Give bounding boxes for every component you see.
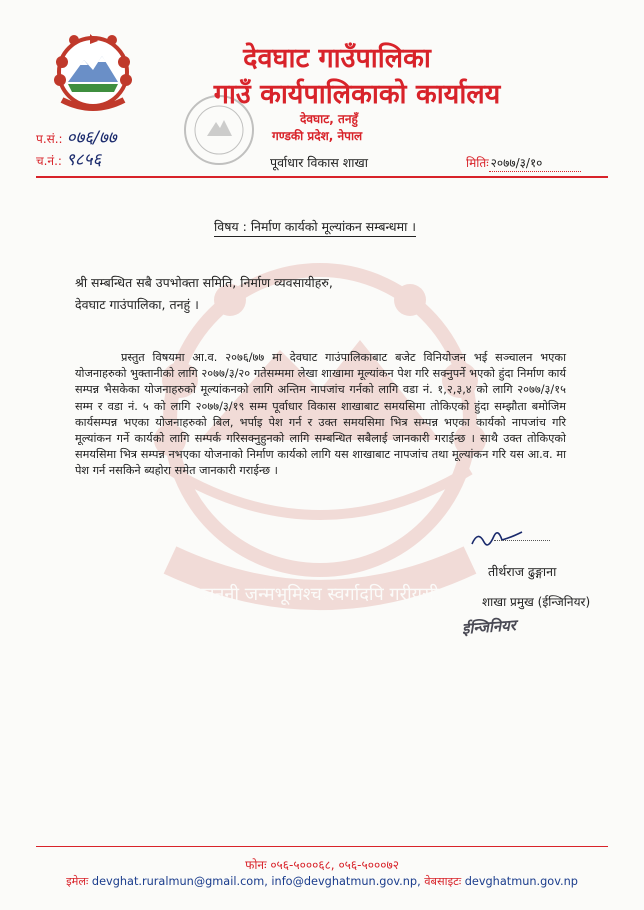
footer-divider	[36, 846, 608, 847]
footer-contact	[0, 874, 644, 889]
branch-name: पूर्वाधार विकास शाखा	[270, 155, 368, 170]
letter-date	[466, 154, 581, 172]
website-address: devghatmun.gov.np	[464, 875, 578, 888]
dispatch-label: च.नं.:	[36, 154, 62, 168]
signature-line	[494, 540, 550, 541]
reference-number	[36, 125, 117, 148]
address-district: देवघाट, तनहुँ	[300, 112, 358, 126]
email-addresses: devghat.ruralmun@gmail.com, info@devghatmun.gov.np,	[91, 875, 421, 888]
letter-body: प्रस्तुत विषयमा आ.व. २०७६/७७ मा देवघाट गाउंपालिकाबाट बजेट विनियोजन भई सञ्चालन भएका योजनाहरुको भुक्तानीको लागि २०७७/३/२० गतेसम्ममा लेखा शाखामा मूल्यांकन पेश गरि सक्नुपर्ने भएको हुंदा निर्माण कार्य सम्पन्न भैसकेका योजनाहरुको मूल्यांकनको लागि अन्तिम नापजांच गर्नको लागि वडा नं. १,२,३,४ को लागि २०७७/३/१५ सम्म र वडा नं. ५ को लागि २०७७/३/१९ सम्म पूर्वाधार विकास शाखाबाट समयसिमा तोकिएको हुंदा सम्झौता बमोजिम कार्यसम्पन्न भएका योजनाहरुको बिल, भर्पाइ पेश गर्न र उक्त समयसिमा भित्र सम्पन्न भएका कार्यको नापजांच गरि मूल्यांकन गर्ने कार्यको लागि सम्पर्क गरिसक्नुहुनको लागि सम्बन्धित सबैलाई जानकारी गराईन्छ । साथै उक्त तोकिएको समयसिमा भित्र सम्पन्न नभएका योजनाको निर्माण कार्यको लागि यस शाखाबाट नापजांच तथा मूल्यांकन गरि यस आ.व. मा पेश गर्न नसकिने ब्यहोरा समेत जानकारी गराईन्छ ।	[75, 351, 566, 478]
engineer-stamp: ईन्जिनियर	[461, 616, 517, 638]
dispatch-value: ९८५६	[65, 150, 102, 170]
recipient-line-1: श्री सम्बन्धित सबै उपभोक्ता समिति, निर्माण व्यवसायीहरु,	[75, 275, 333, 290]
header-divider	[36, 176, 608, 178]
footer-phone: फोनः ०५६-५०००६८, ०५६-५०००७२	[245, 858, 399, 872]
date-label: मितिः	[466, 156, 489, 170]
email-label: इमेलः	[66, 875, 89, 888]
signatory-title: शाखा प्रमुख (ईन्जिनियर)	[482, 595, 591, 609]
reference-label: प.सं.:	[36, 132, 63, 146]
address-province: गण्डकी प्रदेश, नेपाल	[272, 129, 363, 143]
watermark-motto: जननी जन्मभूमिश्च स्वर्गादपि गरीयसी	[201, 584, 439, 605]
website-label: वेबसाइटः	[424, 875, 462, 888]
office-title: गाउँ कार्यपालिकाको कार्यालय	[213, 79, 501, 110]
letter-subject: विषय : निर्माण कार्यको मूल्यांकन सम्बन्धमा ।	[214, 218, 416, 237]
date-value: २०७७/३/१०	[489, 154, 581, 172]
dispatch-number	[36, 147, 101, 170]
recipient-line-2: देवघाट गाउंपालिका, तनहुं ।	[75, 297, 199, 312]
reference-value: ०७६/७७	[66, 128, 117, 148]
signatory-name: तीर्थराज ढुङ्गाना	[488, 564, 557, 579]
municipality-title: देवघाट गाउँपालिका	[243, 43, 431, 74]
